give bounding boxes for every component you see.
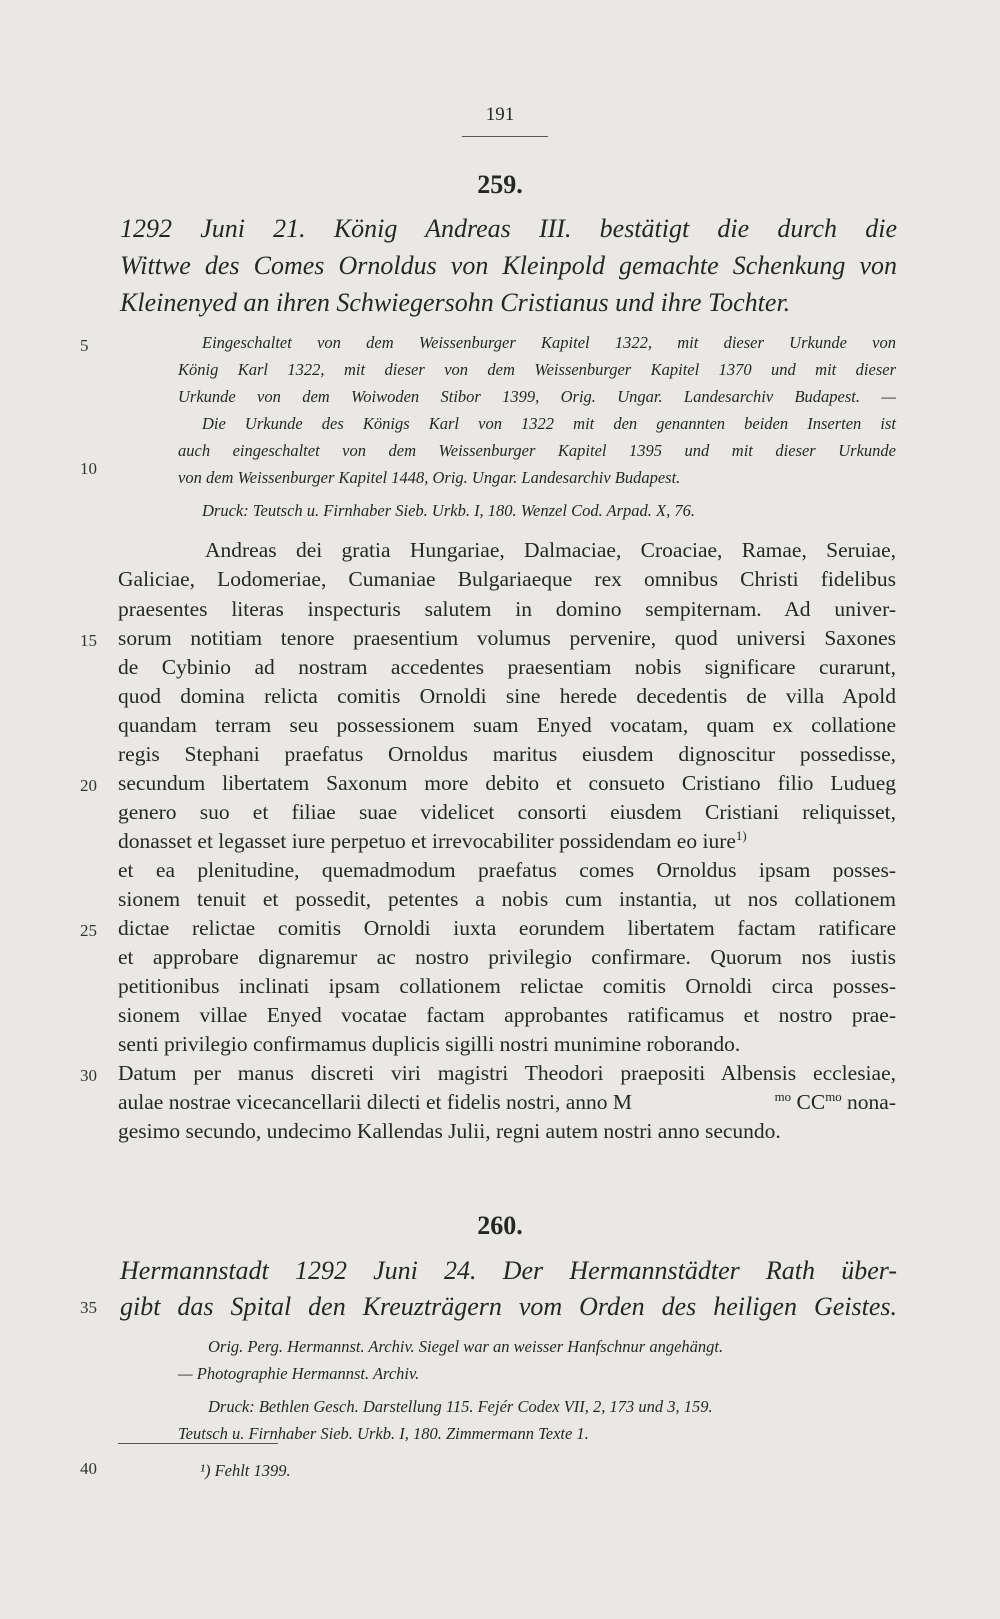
body-line-4: sorum notitiam tenore praesentium volumus pervenire, quod universi Saxones <box>118 626 896 650</box>
footnote: ¹) Fehlt 1399. <box>200 1461 291 1480</box>
note-259-line-4: Die Urkunde des Königs Karl von 1322 mit den genannten beiden Inserten ist <box>202 414 896 433</box>
body-line-13: sionem tenuit et possedit, petentes a nobis cum instantia, ut nos collationem <box>118 887 896 911</box>
page-number: 191 <box>485 104 515 125</box>
body-line-3: praesentes literas inspecturis salutem in domino sempiternam. Ad univer- <box>118 597 896 621</box>
body-line-16: petitionibus inclinati ipsam collationem relictae comitis Ornoldi circa posses- <box>118 974 896 998</box>
body-line-20 <box>118 1090 896 1115</box>
body-line-5: de Cybinio ad nostram accedentes praesentiam nobis significare curarunt, <box>118 655 896 679</box>
note-259-line-3: Urkunde von dem Woiwoden Stibor 1399, Orig. Ungar. Landesarchiv Budapest. — <box>178 387 896 406</box>
page-number-rule <box>462 136 548 137</box>
footnote-rule <box>118 1443 278 1444</box>
body-line-20-text: aulae nostrae vicecancellarii dilecti et fidelis nostri, anno M <box>118 1090 633 1114</box>
body-line-21: gesimo secundo, undecimo Kallendas Julii, regni autem nostri anno secundo. <box>118 1119 781 1143</box>
note-259-line-5: auch eingeschaltet von dem Weissenburger Kapitel 1395 und mit dieser Urkunde <box>178 441 896 460</box>
line-number-10: 10 <box>80 459 97 478</box>
note-260-line-1: Orig. Perg. Hermannst. Archiv. Siegel war an weisser Hanfschnur angehängt. <box>208 1337 724 1356</box>
line-number-20: 20 <box>80 776 97 795</box>
druck-260-line-1: Druck: Bethlen Gesch. Darstellung 115. Fejér Codex VII, 2, 173 und 3, 159. <box>208 1397 713 1416</box>
note-259-line-6: von dem Weissenburger Kapitel 1448, Orig. Ungar. Landesarchiv Budapest. <box>178 468 681 487</box>
body-line-19: Datum per manus discreti viri magistri Theodori praepositi Albensis ecclesiae, <box>118 1061 896 1085</box>
body-line-2: Galiciae, Lodomeriae, Cumaniae Bulgariaeque rex omnibus Christi fidelibus <box>118 567 896 591</box>
body-line-7: quandam terram seu possessionem suam Enyed vocatam, quam ex collatione <box>118 713 896 737</box>
line-number-40: 40 <box>80 1459 97 1478</box>
line-number-25: 25 <box>80 921 97 940</box>
druck-259: Druck: Teutsch u. Firnhaber Sieb. Urkb. I, 180. Wenzel Cod. Arpad. X, 76. <box>202 501 695 520</box>
body-line-15: et approbare dignaremur ac nostro privilegio confirmare. Quorum nos iustis <box>118 945 896 969</box>
body-line-10: genero suo et filiae suae videlicet consorti eiusdem Cristiani reliquisset, <box>118 800 896 824</box>
line-number-30: 30 <box>80 1066 97 1085</box>
body-line-11 <box>118 829 896 854</box>
body-line-8: regis Stephani praefatus Ornoldus maritus eiusdem dignoscitur possedisse, <box>118 742 896 766</box>
heading-260-line-2: gibt das Spital den Kreuzträgern vom Orden des heiligen Geistes. <box>120 1292 897 1321</box>
body-line-14: dictae relictae comitis Ornoldi iuxta eorundem libertatem factam ratificare <box>118 916 896 940</box>
body-line-12: et ea plenitudine, quemadmodum praefatus comes Ornoldus ipsam posses- <box>118 858 896 882</box>
line-number-35: 35 <box>80 1298 97 1317</box>
line-number-5: 5 <box>80 336 89 355</box>
document-number-260: 260. <box>477 1211 523 1240</box>
body-line-1: Andreas dei gratia Hungariae, Dalmaciae, Croaciae, Ramae, Seruiae, <box>205 538 896 562</box>
footnote-marker: 1) <box>735 829 747 843</box>
note-259-line-2: König Karl 1322, mit dieser von dem Weissenburger Kapitel 1370 und mit dieser <box>178 360 896 379</box>
heading-259-line-2: Wittwe des Comes Ornoldus von Kleinpold gemachte Schenkung von <box>120 251 897 280</box>
year-notation: $^{mo}$ $CC^{mo}$ nona- <box>774 1090 896 1115</box>
heading-259-line-3: Kleinenyed an ihren Schwiegersohn Cristianus und ihre Tochter. <box>120 288 791 317</box>
heading-259-line-1: 1292 Juni 21. König Andreas III. bestätigt die durch die <box>120 214 897 243</box>
body-line-17: sionem villae Enyed vocatae factam approbantes ratificamus et nostro prae- <box>118 1003 896 1027</box>
body-line-11-text: donasset et legasset iure perpetuo et irrevocabiliter possidendam eo iure <box>118 829 736 854</box>
note-260-line-2: — Photographie Hermannst. Archiv. <box>178 1364 420 1383</box>
body-line-9: secundum libertatem Saxonum more debito et consueto Cristiano filio Ludueg <box>118 771 896 795</box>
druck-260-line-2: Teutsch u. Firnhaber Sieb. Urkb. I, 180. Zimmermann Texte 1. <box>178 1424 589 1443</box>
note-259-line-1: Eingeschaltet von dem Weissenburger Kapitel 1322, mit dieser Urkunde von <box>202 333 896 352</box>
body-line-6: quod domina relicta comitis Ornoldi sine herede decedentis de villa Apold <box>118 684 896 708</box>
heading-260-line-1: Hermannstadt 1292 Juni 24. Der Hermannstädter Rath über- <box>120 1256 897 1285</box>
body-line-18: senti privilegio confirmamus duplicis sigilli nostri munimine roborando. <box>118 1032 741 1056</box>
line-number-15: 15 <box>80 631 97 650</box>
document-number-259: 259. <box>477 170 523 199</box>
